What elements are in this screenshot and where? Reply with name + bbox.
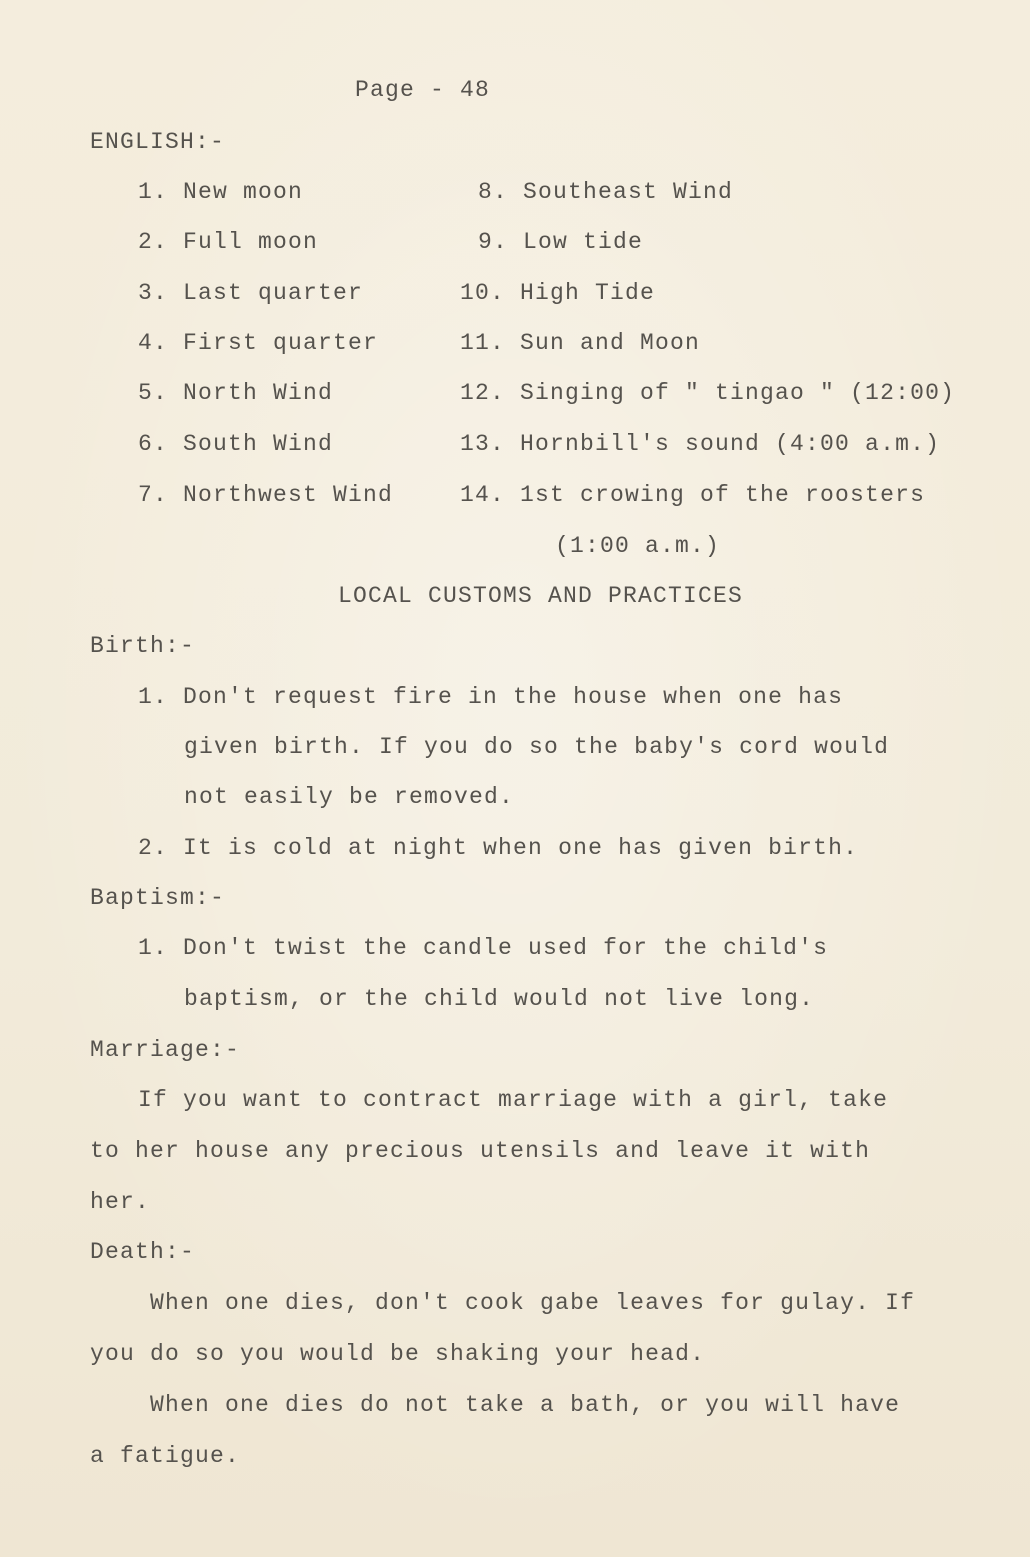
death-line: When one dies do not take a bath, or you will have <box>150 1392 901 1418</box>
baptism-line: 1. Don't twist the candle used for the child's <box>138 935 829 961</box>
english-item: 4. First quarter <box>138 330 379 356</box>
birth-line: 1. Don't request fire in the house when one has <box>138 684 844 710</box>
english-item: 9. Low tide <box>478 229 644 255</box>
birth-line: given birth. If you do so the baby's cord would <box>184 734 890 760</box>
english-item: 2. Full moon <box>138 229 319 255</box>
death-line: When one dies, don't cook gabe leaves for gulay. If <box>150 1290 916 1316</box>
english-item: 8. Southeast Wind <box>478 179 734 205</box>
english-item: 5. North Wind <box>138 380 334 406</box>
english-item-continuation: (1:00 a.m.) <box>555 533 721 559</box>
death-line: a fatigue. <box>90 1443 241 1469</box>
section-heading-english: ENGLISH:- <box>90 129 226 155</box>
section-heading-birth: Birth:- <box>90 633 196 659</box>
section-heading-death: Death:- <box>90 1239 196 1265</box>
section-heading-marriage: Marriage:- <box>90 1037 241 1063</box>
birth-line: 2. It is cold at night when one has given birth. <box>138 835 859 861</box>
section-title-customs: LOCAL CUSTOMS AND PRACTICES <box>338 583 744 609</box>
marriage-line: her. <box>90 1189 151 1215</box>
birth-line: not easily be removed. <box>184 784 515 810</box>
english-item: 3. Last quarter <box>138 280 364 306</box>
baptism-line: baptism, or the child would not live long. <box>184 986 815 1012</box>
english-item: 14. 1st crowing of the roosters <box>460 482 926 508</box>
death-line: you do so you would be shaking your head. <box>90 1341 706 1367</box>
english-item: 1. New moon <box>138 179 304 205</box>
english-item: 10. High Tide <box>460 280 656 306</box>
english-item: 12. Singing of " tingao " (12:00) <box>460 380 956 406</box>
english-item: 7. Northwest Wind <box>138 482 394 508</box>
english-item: 11. Sun and Moon <box>460 330 701 356</box>
marriage-line: to her house any precious utensils and leave it with <box>90 1138 871 1164</box>
marriage-line: If you want to contract marriage with a girl, take <box>138 1087 889 1113</box>
english-item: 6. South Wind <box>138 431 334 457</box>
english-item: 13. Hornbill's sound (4:00 a.m.) <box>460 431 941 457</box>
page-number: Page - 48 <box>355 77 491 103</box>
section-heading-baptism: Baptism:- <box>90 885 226 911</box>
